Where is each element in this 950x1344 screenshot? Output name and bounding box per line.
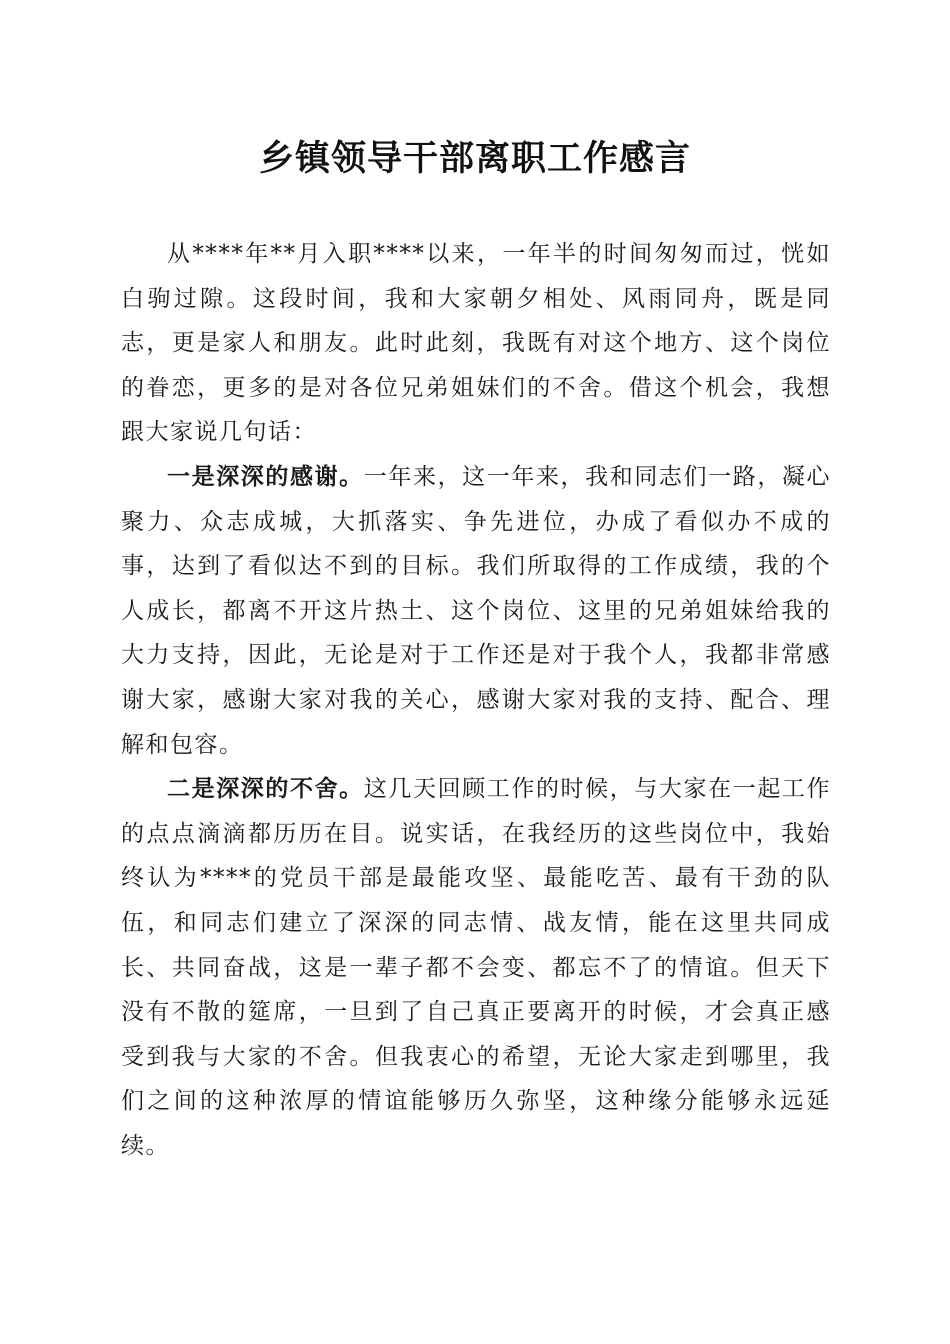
paragraph-text: 从****年**月入职****以来，一年半的时间匆匆而过，恍如白驹过隙。这段时间，我和大家朝夕相处、风雨同舟，既是同志，更是家人和朋友。此时此刻，我既有对这个地方、这个岗位的眷恋，更多的是对各位兄弟姐妹们的不舍。借这个机会，我想跟大家说几句话： (121, 241, 831, 446)
document-title: 乡镇领导干部离职工作感言 (258, 138, 691, 179)
paragraph-intro (121, 232, 831, 455)
paragraph-reluctance (121, 767, 831, 1168)
paragraph-lead: 一是深深的感谢。 (167, 462, 364, 490)
paragraph-text: 一年来，这一年来，我和同志们一路，凝心聚力、众志成城，大抓落实、争先进位，办成了看似办不成的事，达到了看似达不到的目标。我们所取得的工作成绩，我的个人成长，都离不开这片热土、这个岗位、这里的兄弟姐妹给我的大力支持，因此，无论是对于工作还是对于我个人，我都非常感谢大家，感谢大家对我的关心，感谢大家对我的支持、配合、理解和包容。 (121, 463, 832, 758)
paragraph-text: 这几天回顾工作的时候，与大家在一起工作的点点滴滴都历历在目。说实话，在我经历的这些岗位中，我始终认为****的党员干部是最能攻坚、最能吃苦、最有干劲的队伍，和同志们建立了深深的同志情、战友情，能在这里共同成长、共同奋战，这是一辈子都不会变、都忘不了的情谊。但天下没有不散的筵席，一旦到了自己真正要离开的时候，才会真正感受到我与大家的不舍。但我衷心的希望，无论大家走到哪里，我们之间的这种浓厚的情谊能够历久弥坚，这种缘分能够永远延续。 (121, 776, 832, 1159)
paragraph-lead: 二是深深的不舍。 (167, 775, 364, 803)
paragraph-thanks (121, 455, 831, 767)
document-body (121, 232, 831, 1168)
